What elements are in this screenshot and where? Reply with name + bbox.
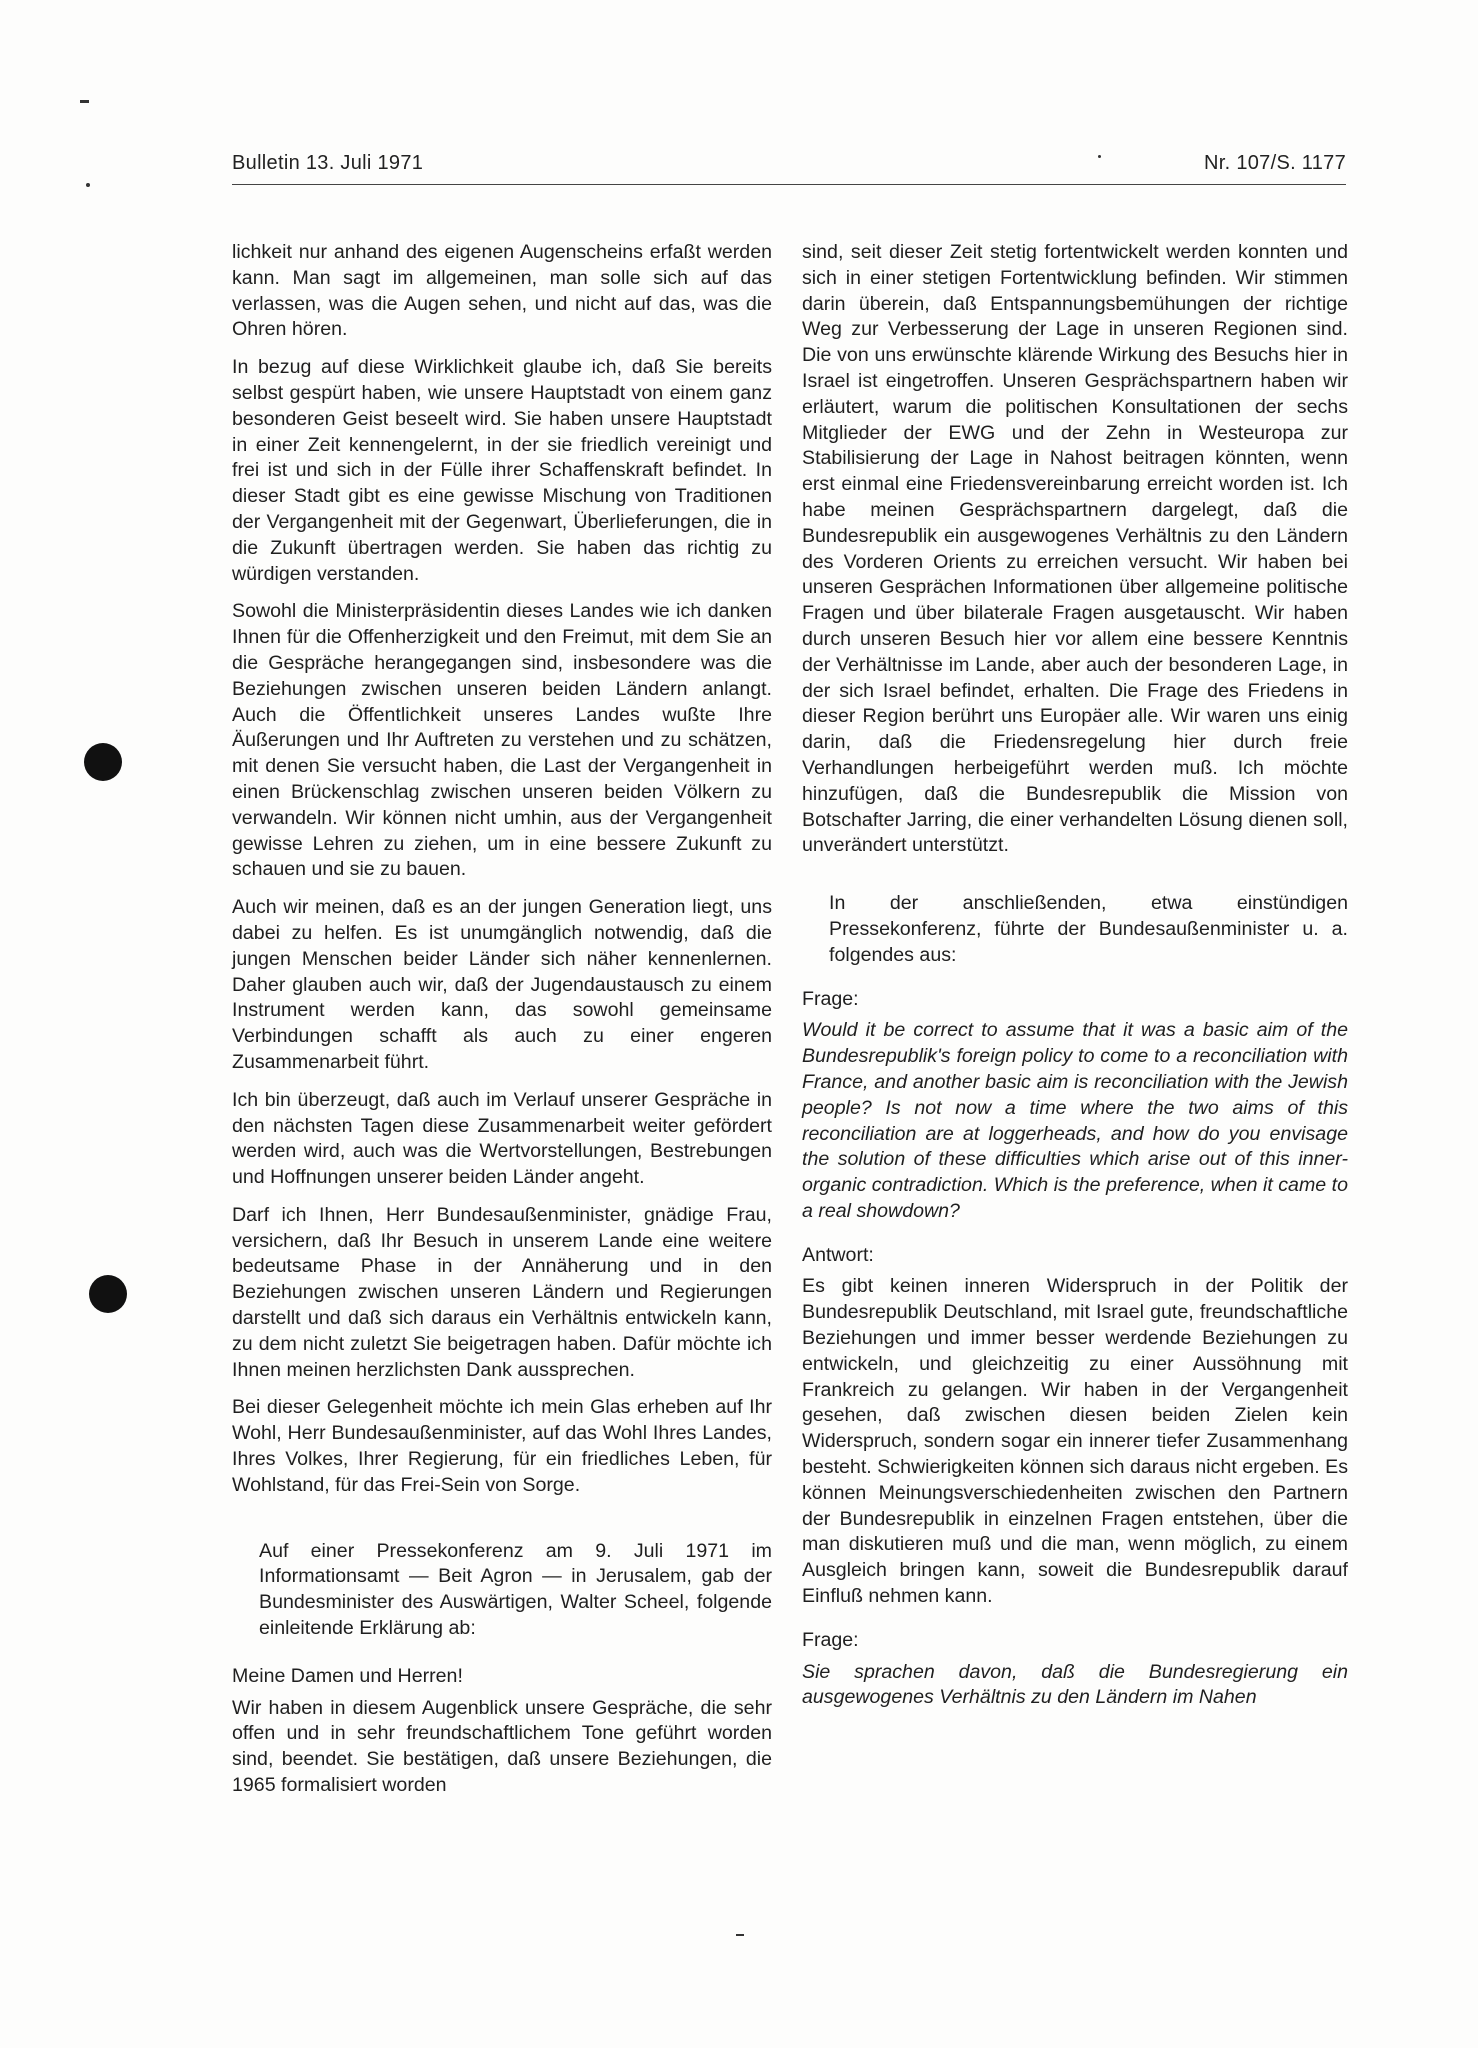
paragraph: Ich bin überzeugt, daß auch im Verlauf unserer Gespräche in den nächsten Tagen diese Zusammenarbeit weiter gefördert werden wird, auch was die Wertvorstellungen, Bestrebungen und Hoffnungen unserer beiden Länder angeht.: [232, 1088, 772, 1189]
question-label: Frage:: [802, 987, 859, 1010]
paragraph: sind, seit dieser Zeit stetig fortentwickelt werden konnten und sich in einer stetigen Fortentwicklung befinden. Wir stimmen darin überein, daß Entspannungsbemühungen der richtige Weg zur Verbesserung der Lage in unseren Regionen sind. Die von uns erwünschte klärende Wirkung des Besuchs hier in Israel ist eingetroffen. Unseren Gesprächspartnern haben wir erläutert, warum die politischen Konsultationen der sechs Mitglieder der EWG und der Zehn in Westeuropa zur Stabilisierung der Lage in Nahost beitragen könnten, wenn erst einmal eine Friedensvereinbarung erreicht worden ist. Ich habe meinen Gesprächspartnern dargelegt, daß die Bundesrepublik ein ausgewogenes Verhältnis zu den Ländern des Vorderen Orients zu erreichen versucht. Wir haben bei unseren Gesprächen Informationen über allgemeine politische Fragen und über bilaterale Fragen ausgetauscht. Wir haben durch unseren Besuch hier vor allem eine bessere Kenntnis der Verhältnisse im Lande, aber auch der besonderen Lage, in der sich Israel befindet, erhalten. Die Frage des Friedens in dieser Region berührt uns Europäer alle. Wir waren uns einig darin, daß die Friedensregelung hier durch freie Verhandlungen herbeigeführt werden muß. Ich möchte hinzufügen, daß die Bundesrepublik die Mission von Botschafter Jarring, die einer verhandelten Lösung dienen soll, unverändert unterstützt.: [802, 241, 1348, 857]
scan-mark: [736, 1934, 744, 1936]
punch-hole: [89, 1275, 127, 1313]
answer-label: Antwort:: [802, 1243, 874, 1266]
right-column: [802, 240, 1348, 1723]
question-text: Sie sprachen davon, daß die Bundesregierung ein ausgewogenes Verhältnis zu den Ländern im Nahen: [802, 1660, 1348, 1709]
scan-mark: [1098, 155, 1101, 158]
scan-mark: [86, 183, 90, 187]
left-column: [232, 240, 772, 1811]
press-conference-intro: In der anschließenden, etwa einstündigen Pressekonferenz, führte der Bundesaußenminister u. a. folgendes aus:: [829, 892, 1348, 966]
paragraph: In bezug auf diese Wirklichkeit glaube ich, daß Sie bereits selbst gespürt haben, wie unsere Hauptstadt von einem ganz besonderen Geist beseelt wird. Sie haben unsere Hauptstadt in einer Zeit kennengelernt, in der sie friedlich vereinigt und frei ist und sich in der Fülle ihrer Schaffenskraft befindet. In dieser Stadt gibt es eine gewisse Mischung von Traditionen der Vergangenheit mit der Gegenwart, Überlieferungen, die in die Zukunft übertragen werden. Sie haben das richtig zu würdigen verstanden.: [232, 356, 772, 585]
paragraph: Auch wir meinen, daß es an der jungen Generation liegt, uns dabei zu helfen. Es ist unumgänglich notwendig, daß die jungen Menschen beider Länder sich näher kennenlernen. Daher glauben auch wir, daß der Jugendaustausch zu einem Instrument werden kann, das sowohl gemeinsame Verbindungen schafft als auch zu einer engeren Zusammenarbeit führt.: [232, 896, 772, 1073]
question-text: Would it be correct to assume that it was a basic aim of the Bundesrepublik's foreign policy to come to a reconciliation with France, and another basic aim is reconciliation with the Jewish people? Is not now a time where the two aims of this reconciliation are at loggerheads, and how do you envisage the solution of these difficulties which arise out of this inner-organic contradiction. Which is the preference, when it came to a real showdown?: [802, 1019, 1348, 1222]
paragraph: Sowohl die Ministerpräsidentin dieses Landes wie ich danken Ihnen für die Offenherzigkeit und den Freimut, mit dem Sie an die Gespräche herangegangen sind, insbesondere was die Beziehungen zwischen unseren beiden Ländern anlangt. Auch die Öffentlichkeit unseres Landes wußte Ihre Äußerungen und Ihr Auftreten zu verstehen und zu schätzen, mit denen Sie versucht haben, die Last der Vergangenheit in einen Brückenschlag zwischen unseren beiden Völkern zu verwandeln. Wir können nicht umhin, aus der Vergangenheit gewisse Lehren zu ziehen, um in eine bessere Zukunft zu schauen und sie zu bauen.: [232, 600, 772, 881]
issue-page-number: Nr. 107/S. 1177: [1204, 152, 1346, 174]
paragraph: Wir haben in diesem Augenblick unsere Gespräche, die sehr offen und in sehr freundschaftlichem Tone geführt worden sind, beendet. Sie bestätigen, daß unsere Beziehungen, die 1965 formalisiert worden: [232, 1696, 772, 1797]
paragraph: Bei dieser Gelegenheit möchte ich mein Glas erheben auf Ihr Wohl, Herr Bundesaußenminister, auf das Wohl Ihres Landes, Ihres Volkes, Ihrer Regierung, für ein friedliches Leben, für Wohlstand, für das Frei-Sein von Sorge.: [232, 1396, 772, 1496]
question-label: Frage:: [802, 1628, 859, 1651]
paragraph: Darf ich Ihnen, Herr Bundesaußenminister, gnädige Frau, versichern, daß Ihr Besuch in unserem Lande eine weitere bedeutsame Phase in der Annäherung und in den Beziehungen zwischen unseren Ländern und Regierungen darstellt und daß sich daraus ein Verhältnis entwickeln kann, zu dem nicht zuletzt Sie beigetragen haben. Dafür möchte ich Ihnen meinen herzlichsten Dank aussprechen.: [232, 1203, 772, 1381]
paragraph: lichkeit nur anhand des eigenen Augenscheins erfaßt werden kann. Man sagt im allgemeinen, man solle sich auf das verlassen, was die Augen sehen, und nicht auf das, was die Ohren hören.: [232, 241, 772, 341]
punch-hole: [84, 743, 122, 781]
press-conference-intro: Auf einer Pressekonferenz am 9. Juli 1971 im Informationsamt — Beit Agron — in Jerusalem, gab der Bundesminister des Auswärtigen, Walter Scheel, folgende einleitende Erklärung ab:: [259, 1539, 772, 1640]
bulletin-date: Bulletin 13. Juli 1971: [232, 152, 424, 174]
answer-text: Es gibt keinen inneren Widerspruch in der Politik der Bundesrepublik Deutschland, mit Israel gute, freundschaftliche Beziehungen und immer besser werdende Beziehungen zu entwickeln, und gleichzeitig zu einer Aussöhnung mit Frankreich zu gelangen. Wir haben in der Vergangenheit gesehen, daß zwischen diesen beiden Zielen kein Widerspruch, sondern sogar ein innerer tiefer Zusammenhang besteht. Schwierigkeiten können sich daraus nicht ergeben. Es können Meinungsverschiedenheiten zwischen den Partnern der Bundesrepublik in einzelnen Fragen entstehen, über die man diskutieren muß und die man, wenn möglich, zu einem Ausgleich bringen kann, soweit die Bundesrepublik darauf Einfluß nehmen kann.: [802, 1275, 1348, 1608]
salutation: Meine Damen und Herren!: [232, 1664, 463, 1687]
scan-mark: [80, 100, 89, 103]
header-rule: [232, 184, 1346, 185]
